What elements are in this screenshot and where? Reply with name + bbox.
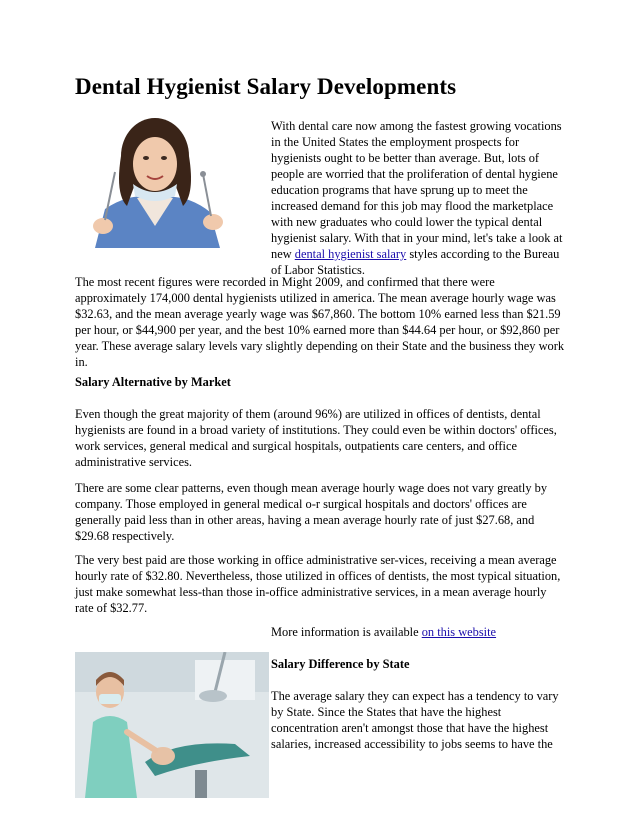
- website-link[interactable]: on this website: [421, 625, 497, 639]
- paragraph-statistics: The most recent figures were recorded in Might 2009, and confirmed that there were approximately 174,000 dental hygienists utilized in america. The mean average hourly wage was $32.63, and the mean average yearly wage was $67,860. The bottom 10% earned less than $21.59 per hour, or $44,900 per year, and the best 10% earned more than $44.64 per hour, or $92,860 per year. These average salary levels vary slightly depending on their State and the business they work in.: [75, 275, 565, 369]
- paragraph-best-paid: The very best paid are those working in office administrative ser-vices, receiving a mean average hourly rate of $32.80. Nevertheless, those utilized in offices of dentists, the most typical situation, just make somewhat less-than those in-office administrative services, in a mean average hourly rate of $32.77.: [75, 553, 561, 615]
- paragraph-state-salary: The average salary they can expect has a tendency to vary by State. Since the States that have the highest concentration aren't amongst those that have the highest salaries, increased accessibility to jobs seems to have the: [271, 689, 559, 751]
- dental-clinic-image: [75, 652, 269, 798]
- intro-text-end: styles according to the Bureau of Labor Statistics.: [271, 247, 560, 277]
- intro-paragraph: [271, 118, 563, 278]
- heading-salary-by-state: Salary Difference by State: [271, 657, 410, 671]
- hygienist-portrait-image: [75, 114, 235, 248]
- more-info-text: More information is available: [271, 625, 422, 639]
- paragraph-patterns: There are some clear patterns, even though mean average hourly wage does not vary greatly by company. Those employed in general medical o-r surgical hospitals and doctors' offices are generally paid less than in other areas, having a mean average hourly rate of just $27.68, and $29.68 respectively.: [75, 481, 548, 543]
- dental-hygienist-salary-link[interactable]: dental hygienist salary: [294, 247, 407, 261]
- heading-salary-by-market: Salary Alternative by Market: [75, 375, 231, 389]
- intro-text: With dental care now among the fastest growing vocations in the United States the employment prospects for hygienists ought to be better than average. But, lots of people are worried that the proliferation of dental hygiene education programs that have sprung up to meet the increased demand for this job may flood the marketplace with new graduates who could lower the typical dental hygienist salary. With that in your mind, let's take a look at new: [271, 119, 563, 261]
- more-info-line: [271, 624, 563, 640]
- page-title: Dental Hygienist Salary Developments: [75, 74, 457, 99]
- paragraph-institutions: Even though the great majority of them (around 96%) are utilized in offices of dentists, dental hygienists are found in a broad variety of institutions. They could even be within doctors' offices, work services, general medical and surgical hospitals, outpatients care centers, and office administrative services.: [75, 407, 557, 469]
